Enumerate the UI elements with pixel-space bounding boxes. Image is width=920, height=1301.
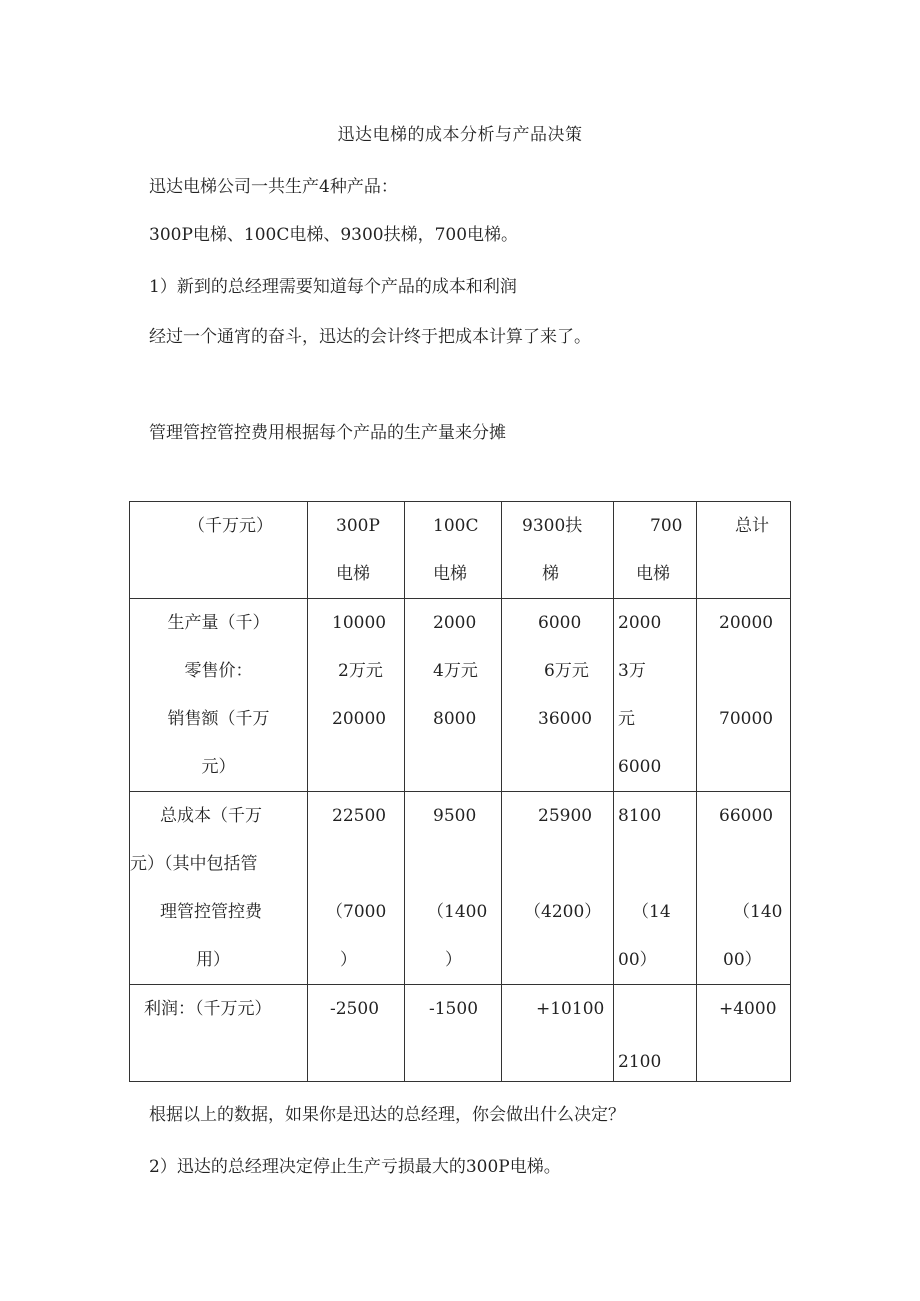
- total-cost-total-cell: 66000 （140 00）: [697, 792, 791, 985]
- profit-300p-cell: -2500: [308, 985, 405, 1082]
- header-700-cell: 700 电梯: [614, 502, 697, 599]
- header-unit-label: （千万元）: [188, 516, 273, 536]
- production-100c-cell: 2000 4万元 8000: [405, 599, 502, 792]
- table-row-total-cost: [130, 792, 791, 985]
- table-row-profit: [130, 985, 791, 1082]
- production-9300-cell: 6000 6万元 36000: [502, 599, 614, 792]
- profit-9300-cell: +10100: [502, 985, 614, 1082]
- document-title: 迅达电梯的成本分析与产品决策: [337, 125, 583, 145]
- production-300p-cell: 10000 2万元 20000: [308, 599, 405, 792]
- cost-table: [129, 501, 791, 1082]
- total-cost-9300-cell: 25900 （4200）: [502, 792, 614, 985]
- production-total-cell: 20000 70000: [697, 599, 791, 792]
- header-unit-cell: [130, 502, 308, 599]
- production-700-cell: 2000 3万 元 6000: [614, 599, 697, 792]
- profit-700-cell: 2100: [614, 985, 697, 1082]
- decision-question-paragraph: 根据以上的数据，如果你是迅达的总经理，你会做出什么决定？: [149, 1105, 625, 1125]
- production-label-cell: 生产量（千） 零售价： 销售额（千万 元）: [130, 599, 308, 792]
- total-cost-100c-cell: 9500 （1400 ）: [405, 792, 502, 985]
- profit-label-cell: 利润：（千万元）: [130, 985, 308, 1082]
- question-2-paragraph: 2）迅达的总经理决定停止生产亏损最大的300P电梯。: [149, 1157, 561, 1177]
- allocation-paragraph: 管理管控管控费用根据每个产品的生产量来分摊: [149, 423, 506, 443]
- profit-100c-cell: -1500: [405, 985, 502, 1082]
- accountant-paragraph: 经过一个通宵的奋斗，迅达的会计终于把成本计算了来了。: [149, 327, 591, 347]
- total-cost-label-cell: 总成本（千万 元）（其中包括管 理管控管控费 用）: [130, 792, 308, 985]
- table-header-row: [130, 502, 791, 599]
- product-list-paragraph: 300P电梯、100C电梯、9300扶梯，700电梯。: [149, 225, 519, 245]
- profit-total-cell: +4000: [697, 985, 791, 1082]
- table-row-production: [130, 599, 791, 792]
- header-300p-cell: 300P 电梯: [308, 502, 405, 599]
- intro-paragraph: 迅达电梯公司一共生产4种产品：: [149, 177, 398, 197]
- header-100c-cell: 100C 电梯: [405, 502, 502, 599]
- total-cost-700-cell: 8100 （14 00）: [614, 792, 697, 985]
- question-1-paragraph: 1）新到的总经理需要知道每个产品的成本和利润: [149, 277, 517, 297]
- header-total-cell: 总计: [697, 502, 791, 599]
- total-cost-300p-cell: 22500 （7000 ）: [308, 792, 405, 985]
- header-9300-cell: 9300扶 梯: [502, 502, 614, 599]
